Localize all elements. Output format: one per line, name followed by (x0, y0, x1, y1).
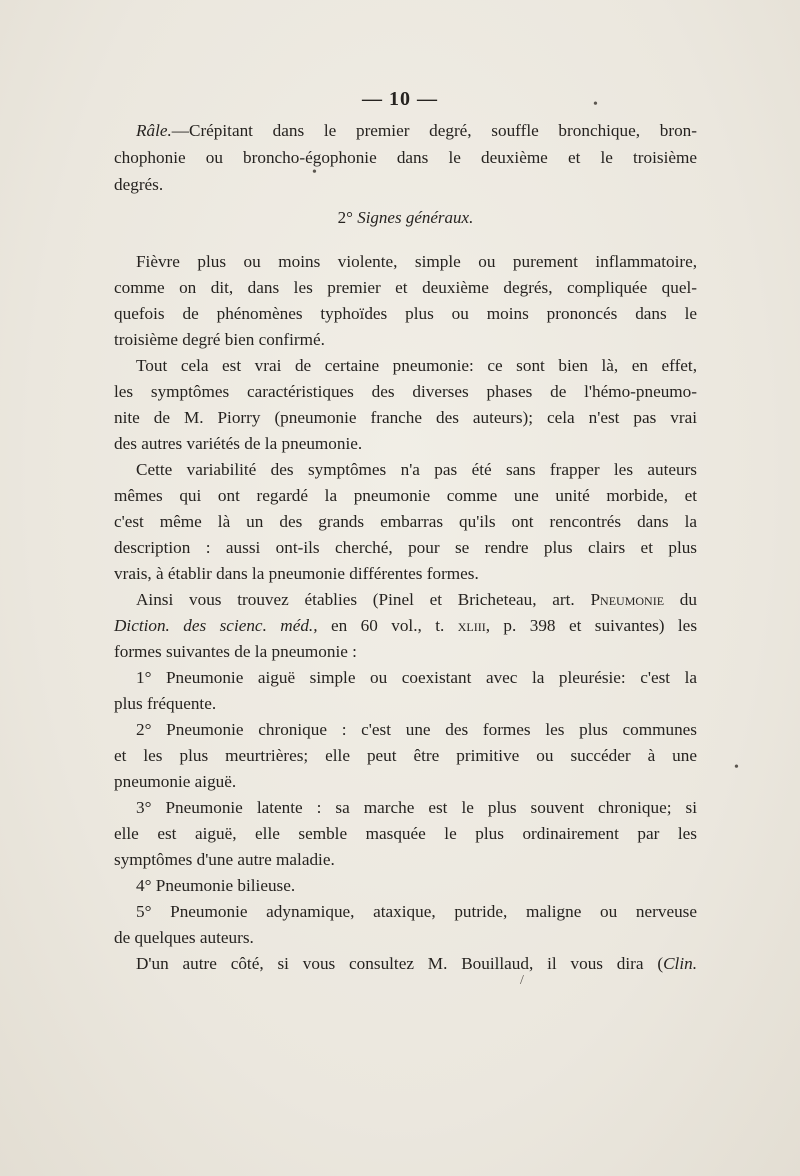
p3-line-2: mêmes qui ont regardé la pneumonie comme une unité morbide, et (114, 486, 697, 505)
p3-line-3: c'est même là un des grands embarras qu'ils ont rencontrés dans la (114, 512, 697, 531)
p4-line-2: Diction. des scienc. méd., en 60 vol., t. xliii, p. 398 et suivantes) les (114, 616, 698, 635)
p4-line-1: Ainsi vous trouvez établies (Pinel et Bricheteau, art. Pneumonie du (136, 590, 697, 609)
p2-line-3: nite de M. Piorry (pneumonie franche des auteurs); cela n'est pas vrai (114, 408, 697, 427)
form-5-line-2: de quelques auteurs. (114, 928, 254, 947)
p3-line-4: description : aussi ont-ils cherché, pour se rendre plus clairs et plus (114, 538, 697, 557)
p4-line-3: formes suivantes de la pneumonie : (114, 642, 357, 661)
form-5-line-1: 5° Pneumonie adynamique, ataxique, putride, maligne ou nerveuse (136, 902, 697, 921)
form-4-line-1: 4° Pneumonie bilieuse. (136, 876, 296, 895)
p3-line-5: vrais, à établir dans la pneumonie différentes formes. (114, 564, 479, 583)
p3-line-1: Cette variabilité des symptômes n'a pas été sans frapper les auteurs (136, 460, 697, 479)
rale-line-1: Râle.—Crépitant dans le premier degré, souffle bronchique, bron- (136, 121, 697, 140)
p1-line-3: quefois de phénomènes typhoïdes plus ou moins prononcés dans le (114, 304, 697, 323)
p2-line-2: les symptômes caractéristiques des diverses phases de l'hémo-pneumo- (114, 382, 697, 401)
last-line: D'un autre côté, si vous consultez M. Bouillaud, il vous dira (Clin. (136, 954, 697, 973)
p2-line-1: Tout cela est vrai de certaine pneumonie: ce sont bien là, en effet, (136, 356, 697, 375)
form-1-line-2: plus fréquente. (114, 694, 217, 713)
page-number: — 10 — (362, 88, 438, 110)
rale-line-3: degrés. (114, 175, 164, 194)
p1-line-1: Fièvre plus ou moins violente, simple ou purement inflammatoire, (136, 252, 697, 271)
form-2-line-1: 2° Pneumonie chronique : c'est une des formes les plus communes (136, 720, 697, 739)
form-1-line-1: 1° Pneumonie aiguë simple ou coexistant avec la pleurésie: c'est la (136, 668, 697, 687)
rale-line-2: chophonie ou broncho-égophonie dans le deuxième et le troisième (114, 148, 697, 167)
form-3-line-3: symptômes d'une autre maladie. (114, 850, 335, 869)
p1-line-4: troisième degré bien confirmé. (114, 330, 325, 349)
rale-label: Râle. (136, 121, 172, 140)
form-3-line-1: 3° Pneumonie latente : sa marche est le plus souvent chronique; si (136, 798, 697, 817)
p2-line-4: des autres variétés de la pneumonie. (114, 434, 363, 453)
form-2-line-3: pneumonie aiguë. (114, 772, 237, 791)
paper-stroke: / (520, 973, 524, 988)
paper-speck: • (312, 165, 317, 180)
section-heading: 2° Signes généraux. (337, 208, 474, 227)
p1-line-2: comme on dit, dans les premier et deuxième degrés, compliquée quel- (114, 278, 697, 297)
form-3-line-2: elle est aiguë, elle semble masquée le plus ordinairement par les (114, 824, 697, 843)
paper-speck: • (593, 97, 598, 112)
paper-speck: • (734, 760, 739, 775)
form-2-line-2: et les plus meurtrières; elle peut être primitive ou succéder à une (114, 746, 697, 765)
